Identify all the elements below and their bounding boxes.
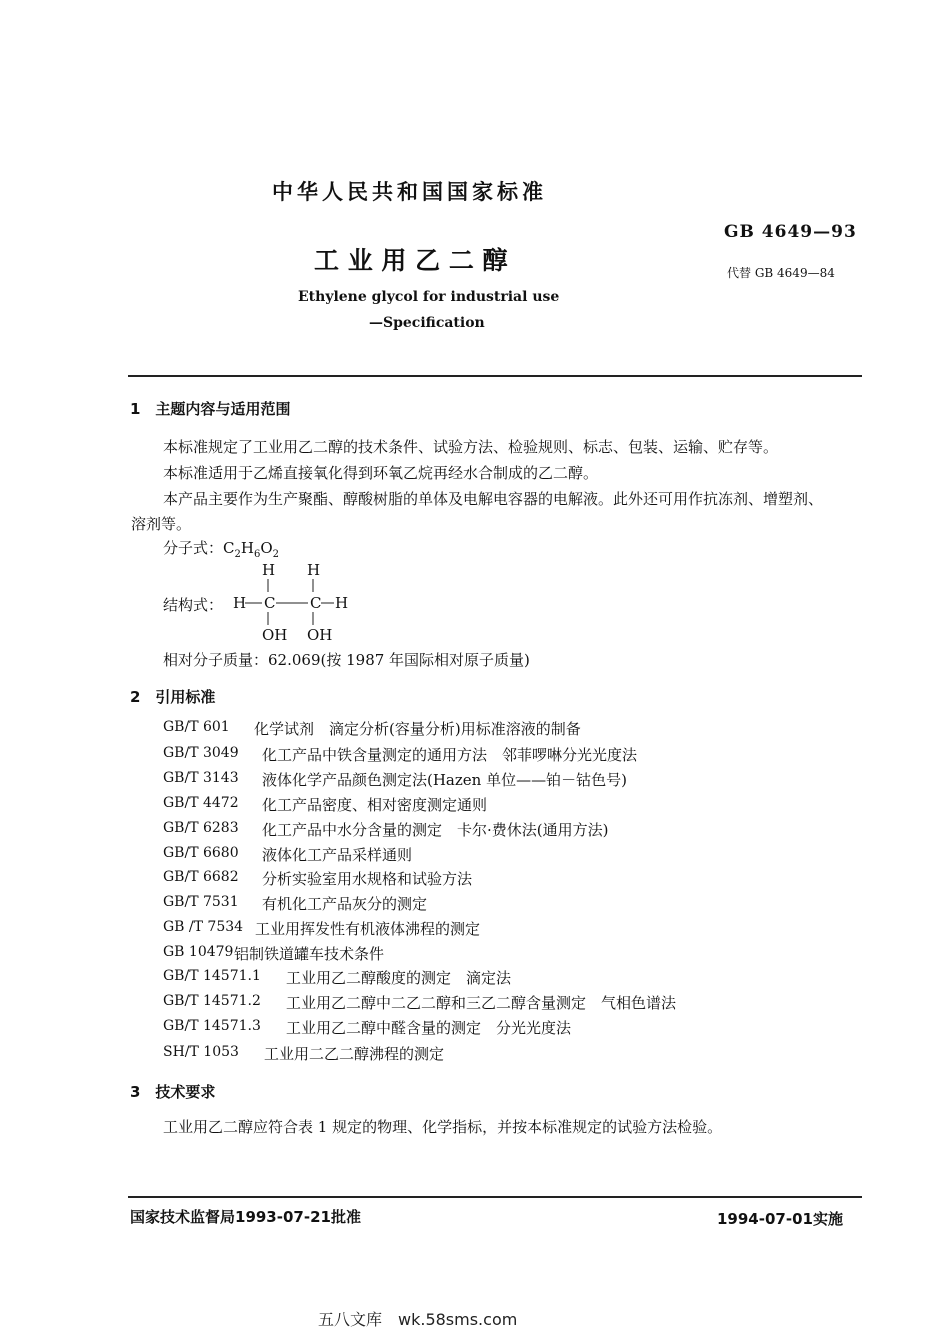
section1-para3b: 溶剂等。 (131, 515, 192, 533)
reference-title: 化学试剂 滴定分析(容量分析)用标准溶液的制备 (254, 720, 581, 738)
reference-title: 液体化工产品采样通则 (262, 846, 413, 864)
reference-code: GB/T 14571.1 (163, 968, 261, 984)
national-standard-title: 中华人民共和国国家标准 (272, 180, 547, 204)
reference-code: GB/T 14571.2 (163, 993, 261, 1009)
molar-mass: 相对分子质量：62.069(按 1987 年国际相对原子质量) (163, 651, 530, 669)
document-title: 工 业 用 乙 二 醇 (314, 246, 508, 275)
title-english-line1: Ethylene glycol for industrial use (298, 289, 560, 305)
reference-code: GB/T 6680 (163, 845, 239, 861)
reference-title: 工业用挥发性有机液体沸程的测定 (255, 920, 481, 938)
reference-title: 化工产品密度、相对密度测定通则 (262, 796, 488, 814)
reference-title: 有机化工产品灰分的测定 (262, 895, 428, 913)
reference-code: GB/T 14571.3 (163, 1018, 261, 1034)
approval-note: 国家技术监督局1993-07-21批准 (130, 1208, 361, 1226)
reference-code: GB/T 6682 (163, 869, 239, 885)
replaces-note: 代替 GB 4649—84 (727, 266, 835, 280)
reference-code: GB/T 3143 (163, 770, 239, 786)
struct-h-right: H (335, 594, 349, 612)
formula-o: O (260, 539, 273, 557)
reference-title: 工业用乙二醇中二乙二醇和三乙二醇含量测定 气相色谱法 (286, 994, 677, 1012)
reference-title: 分析实验室用水规格和试验方法 (262, 870, 473, 888)
section1-para3a: 本产品主要作为生产聚酯、醇酸树脂的单体及电解电容器的电解液。此外还可用作抗冻剂、增塑剂、 (163, 490, 824, 508)
watermark: 五八文库 wk.58sms.com (318, 1310, 518, 1329)
section2-heading: 2 引用标准 (130, 688, 216, 706)
formula-o-sub: 2 (272, 549, 280, 560)
structural-formula-label: 结构式： (163, 596, 224, 614)
reference-code: GB/T 3049 (163, 745, 239, 761)
reference-title: 工业用乙二醇酸度的测定 滴定法 (286, 969, 512, 987)
struct-c-right: C (310, 594, 322, 612)
formula-c-sub: 2 (234, 549, 241, 560)
title-english-line2: —Specification (369, 315, 485, 331)
reference-code: SH/T 1053 (163, 1044, 239, 1060)
struct-c-left: C (264, 594, 276, 612)
formula-h-sub: 6 (253, 549, 261, 560)
reference-title: 液体化学产品颜色测定法(Hazen 单位——铂－钴色号) (262, 771, 627, 789)
formula-h: H (240, 539, 254, 557)
section1-para2: 本标准适用于乙烯直接氧化得到环氧乙烷再经水合制成的乙二醇。 (163, 464, 599, 482)
struct-oh-right: OH (307, 626, 333, 644)
struct-h-top-left: H (262, 561, 276, 579)
standard-number: GB 4649—93 (724, 222, 857, 242)
section1-para1: 本标准规定了工业用乙二醇的技术条件、试验方法、检验规则、标志、包装、运输、贮存等。 (163, 438, 779, 456)
reference-code: GB /T 7534 (163, 919, 244, 935)
reference-code: GB/T 6283 (163, 820, 239, 836)
reference-title: 化工产品中水分含量的测定 卡尔·费休法(通用方法) (262, 821, 609, 839)
section3-para1: 工业用乙二醇应符合表 1 规定的物理、化学指标，并按本标准规定的试验方法检验。 (163, 1118, 723, 1136)
formula-c: C (223, 539, 235, 557)
section1-heading: 1 主题内容与适用范围 (130, 400, 291, 418)
reference-title: 化工产品中铁含量测定的通用方法 邻菲啰啉分光光度法 (262, 746, 638, 764)
reference-code: GB/T 7531 (163, 894, 239, 910)
formula-label: 分子式： (163, 539, 224, 557)
reference-title: 工业用二乙二醇沸程的测定 (264, 1045, 445, 1063)
reference-title: 铝制铁道罐车技术条件 (234, 945, 385, 963)
section3-heading: 3 技术要求 (130, 1083, 216, 1101)
footer-rule (128, 1196, 862, 1198)
struct-h-top-right: H (307, 561, 321, 579)
reference-title: 工业用乙二醇中醛含量的测定 分光光度法 (286, 1019, 572, 1037)
struct-h-left: H (233, 594, 247, 612)
reference-code: GB/T 4472 (163, 795, 239, 811)
struct-oh-left: OH (262, 626, 288, 644)
reference-code: GB 10479 (163, 944, 234, 960)
reference-code: GB/T 601 (163, 719, 230, 735)
implementation-date: 1994-07-01实施 (717, 1210, 843, 1228)
